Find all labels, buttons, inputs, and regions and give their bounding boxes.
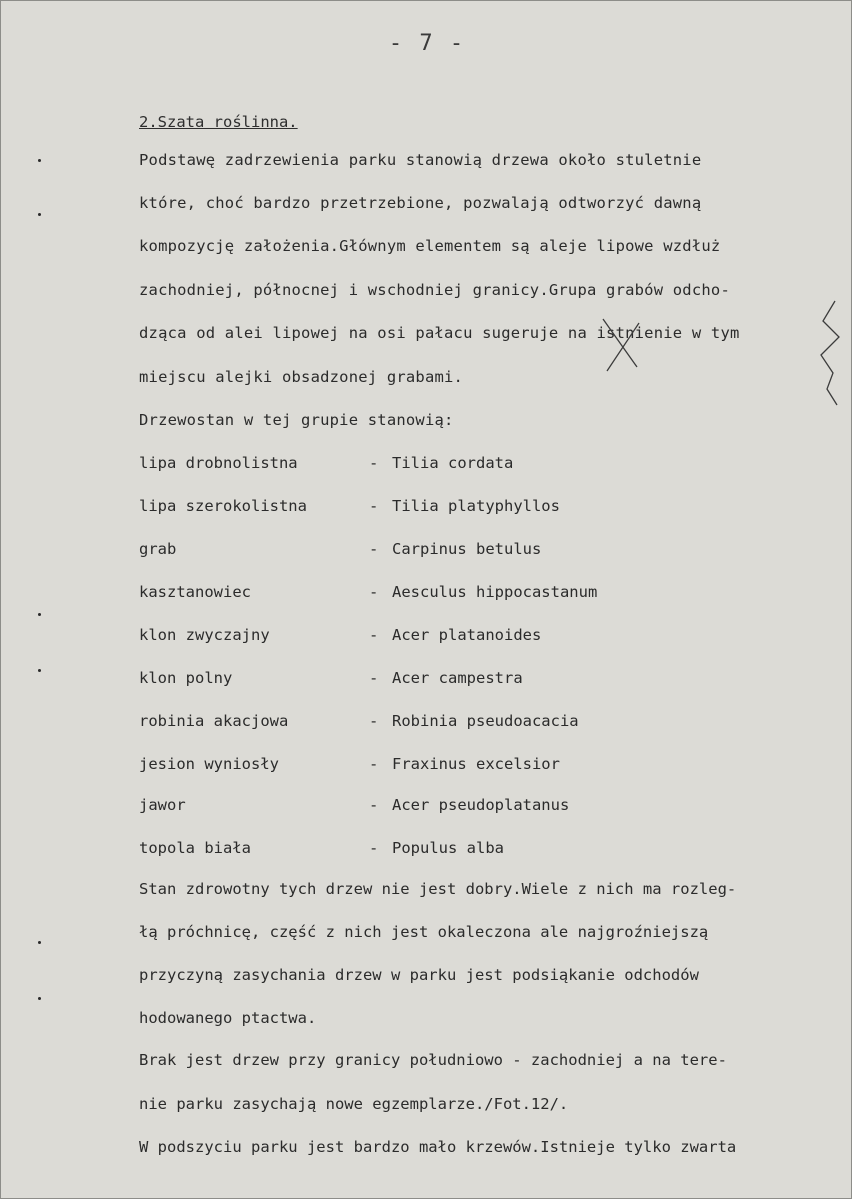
species-dash: - [369,454,379,472]
text-line: nie parku zasychają nowe egzemplarze./Fot.12/. [139,1095,569,1113]
species-polish-name: jawor [139,796,186,814]
margin-dot [38,213,41,216]
species-polish-name: topola biała [139,839,251,857]
species-polish-name: klon polny [139,669,233,687]
text-line: Drzewostan w tej grupie stanowią: [139,411,454,429]
species-row [139,712,659,734]
species-latin-name: Acer campestra [392,669,523,687]
species-dash: - [369,712,379,730]
margin-dot [38,613,41,616]
species-row [139,839,659,861]
species-latin-name: Acer platanoides [392,626,542,644]
page-number: - 7 - [388,31,466,56]
text-line: Brak jest drzew przy granicy południowo - zachodniej a na tere- [139,1051,727,1069]
species-polish-name: klon zwyczajny [139,626,270,644]
species-polish-name: grab [139,540,177,558]
species-latin-name: Carpinus betulus [392,540,542,558]
text-line: Podstawę zadrzewienia parku stanowią drzewa około stuletnie [139,151,702,169]
text-line: przyczyną zasychania drzew w parku jest podsiąkanie odchodów [139,966,699,984]
species-dash: - [369,497,379,515]
species-latin-name: Robinia pseudoacacia [392,712,579,730]
species-polish-name: lipa drobnolistna [139,454,298,472]
margin-dot [38,997,41,1000]
handwritten-margin-mark [813,293,849,413]
species-row [139,540,659,562]
text-line: dząca od alei lipowej na osi pałacu sugeruje na istnienie w tym [139,324,740,342]
species-row [139,497,659,519]
species-latin-name: Aesculus hippocastanum [392,583,598,601]
species-row [139,454,659,476]
species-dash: - [369,796,379,814]
margin-dot [38,669,41,672]
species-latin-name: Fraxinus excelsior [392,755,560,773]
text-line: łą próchnicę, część z nich jest okaleczona ale najgroźniejszą [139,923,709,941]
text-line: kompozycję założenia.Głównym elementem są aleje lipowe wzdłuż [139,237,721,255]
species-latin-name: Acer pseudoplatanus [392,796,570,814]
species-dash: - [369,839,379,857]
species-polish-name: robinia akacjowa [139,712,289,730]
section-heading: 2.Szata roślinna. [139,113,298,131]
species-row [139,669,659,691]
species-dash: - [369,626,379,644]
text-line: które, choć bardzo przetrzebione, pozwalają odtworzyć dawną [139,194,702,212]
species-polish-name: lipa szerokolistna [139,497,307,515]
species-latin-name: Populus alba [392,839,504,857]
species-row [139,796,659,818]
species-dash: - [369,669,379,687]
text-line: miejscu alejki obsadzonej grabami. [139,368,464,386]
text-line: hodowanego ptactwa. [139,1009,317,1027]
species-dash: - [369,755,379,773]
text-line: W podszyciu parku jest bardzo mało krzewów.Istnieje tylko zwarta [139,1138,737,1156]
text-line: Stan zdrowotny tych drzew nie jest dobry.Wiele z nich ma rozleg- [139,880,737,898]
margin-dot [38,941,41,944]
margin-dot [38,159,41,162]
text-line: zachodniej, północnej i wschodniej granicy.Grupa grabów odcho- [139,281,730,299]
species-dash: - [369,583,379,601]
species-latin-name: Tilia platyphyllos [392,497,560,515]
species-polish-name: kasztanowiec [139,583,251,601]
species-row [139,626,659,648]
species-row [139,755,659,777]
species-dash: - [369,540,379,558]
handwritten-strike-mark [597,315,647,375]
species-polish-name: jesion wyniosły [139,755,279,773]
species-latin-name: Tilia cordata [392,454,514,472]
species-row [139,583,659,605]
